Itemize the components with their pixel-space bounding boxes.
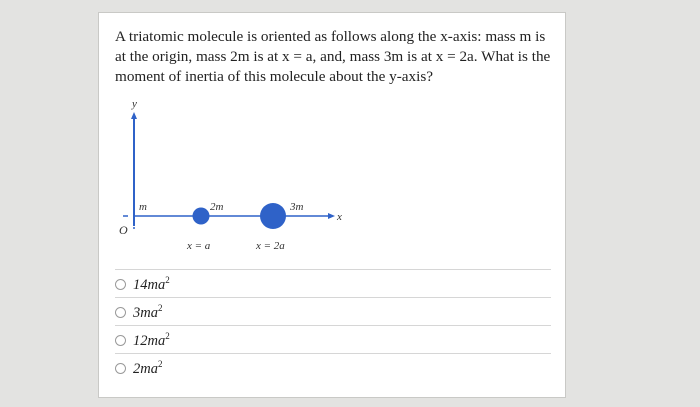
molecule-diagram xyxy=(99,13,565,263)
radio-button[interactable] xyxy=(115,363,126,374)
question-card xyxy=(98,12,566,398)
mass-2m-label: 2m xyxy=(210,201,224,213)
option-2ma2[interactable] xyxy=(115,357,162,379)
radio-button[interactable] xyxy=(115,307,126,318)
mass-3m-circle xyxy=(260,203,286,229)
position-a-label: x = a xyxy=(187,240,211,252)
option-separator xyxy=(115,297,551,298)
option-separator xyxy=(115,353,551,354)
option-label: $12ma^2$ xyxy=(133,330,170,349)
option-separator xyxy=(115,269,551,270)
y-axis-arrow xyxy=(131,112,137,119)
radio-button[interactable] xyxy=(115,279,126,290)
position-2a-label: x = 2a xyxy=(256,240,285,252)
question-text: A triatomic molecule is oriented as follows along the x-axis: mass m is at the origin, mass 2m is at x = a, and, mass 3m is at x = 2a. What is the moment of inertia of this molecule about the y-axis? xyxy=(115,28,551,85)
option-12ma2[interactable] xyxy=(115,329,170,351)
option-label: $3ma^2$ xyxy=(133,302,163,321)
x-axis-label: x xyxy=(337,211,342,223)
y-axis-label: y xyxy=(132,98,137,110)
x-axis-arrow xyxy=(328,213,335,219)
option-separator xyxy=(115,325,551,326)
mass-m-label: m xyxy=(139,201,147,213)
mass-2m-circle xyxy=(193,208,210,225)
origin-label: O xyxy=(119,223,128,237)
option-14ma2[interactable] xyxy=(115,273,170,295)
option-3ma2[interactable] xyxy=(115,301,162,323)
option-label: $2ma^2$ xyxy=(133,358,163,377)
option-label: $14ma^2$ xyxy=(133,274,170,293)
radio-button[interactable] xyxy=(115,335,126,346)
mass-3m-label: 3m xyxy=(290,201,304,213)
